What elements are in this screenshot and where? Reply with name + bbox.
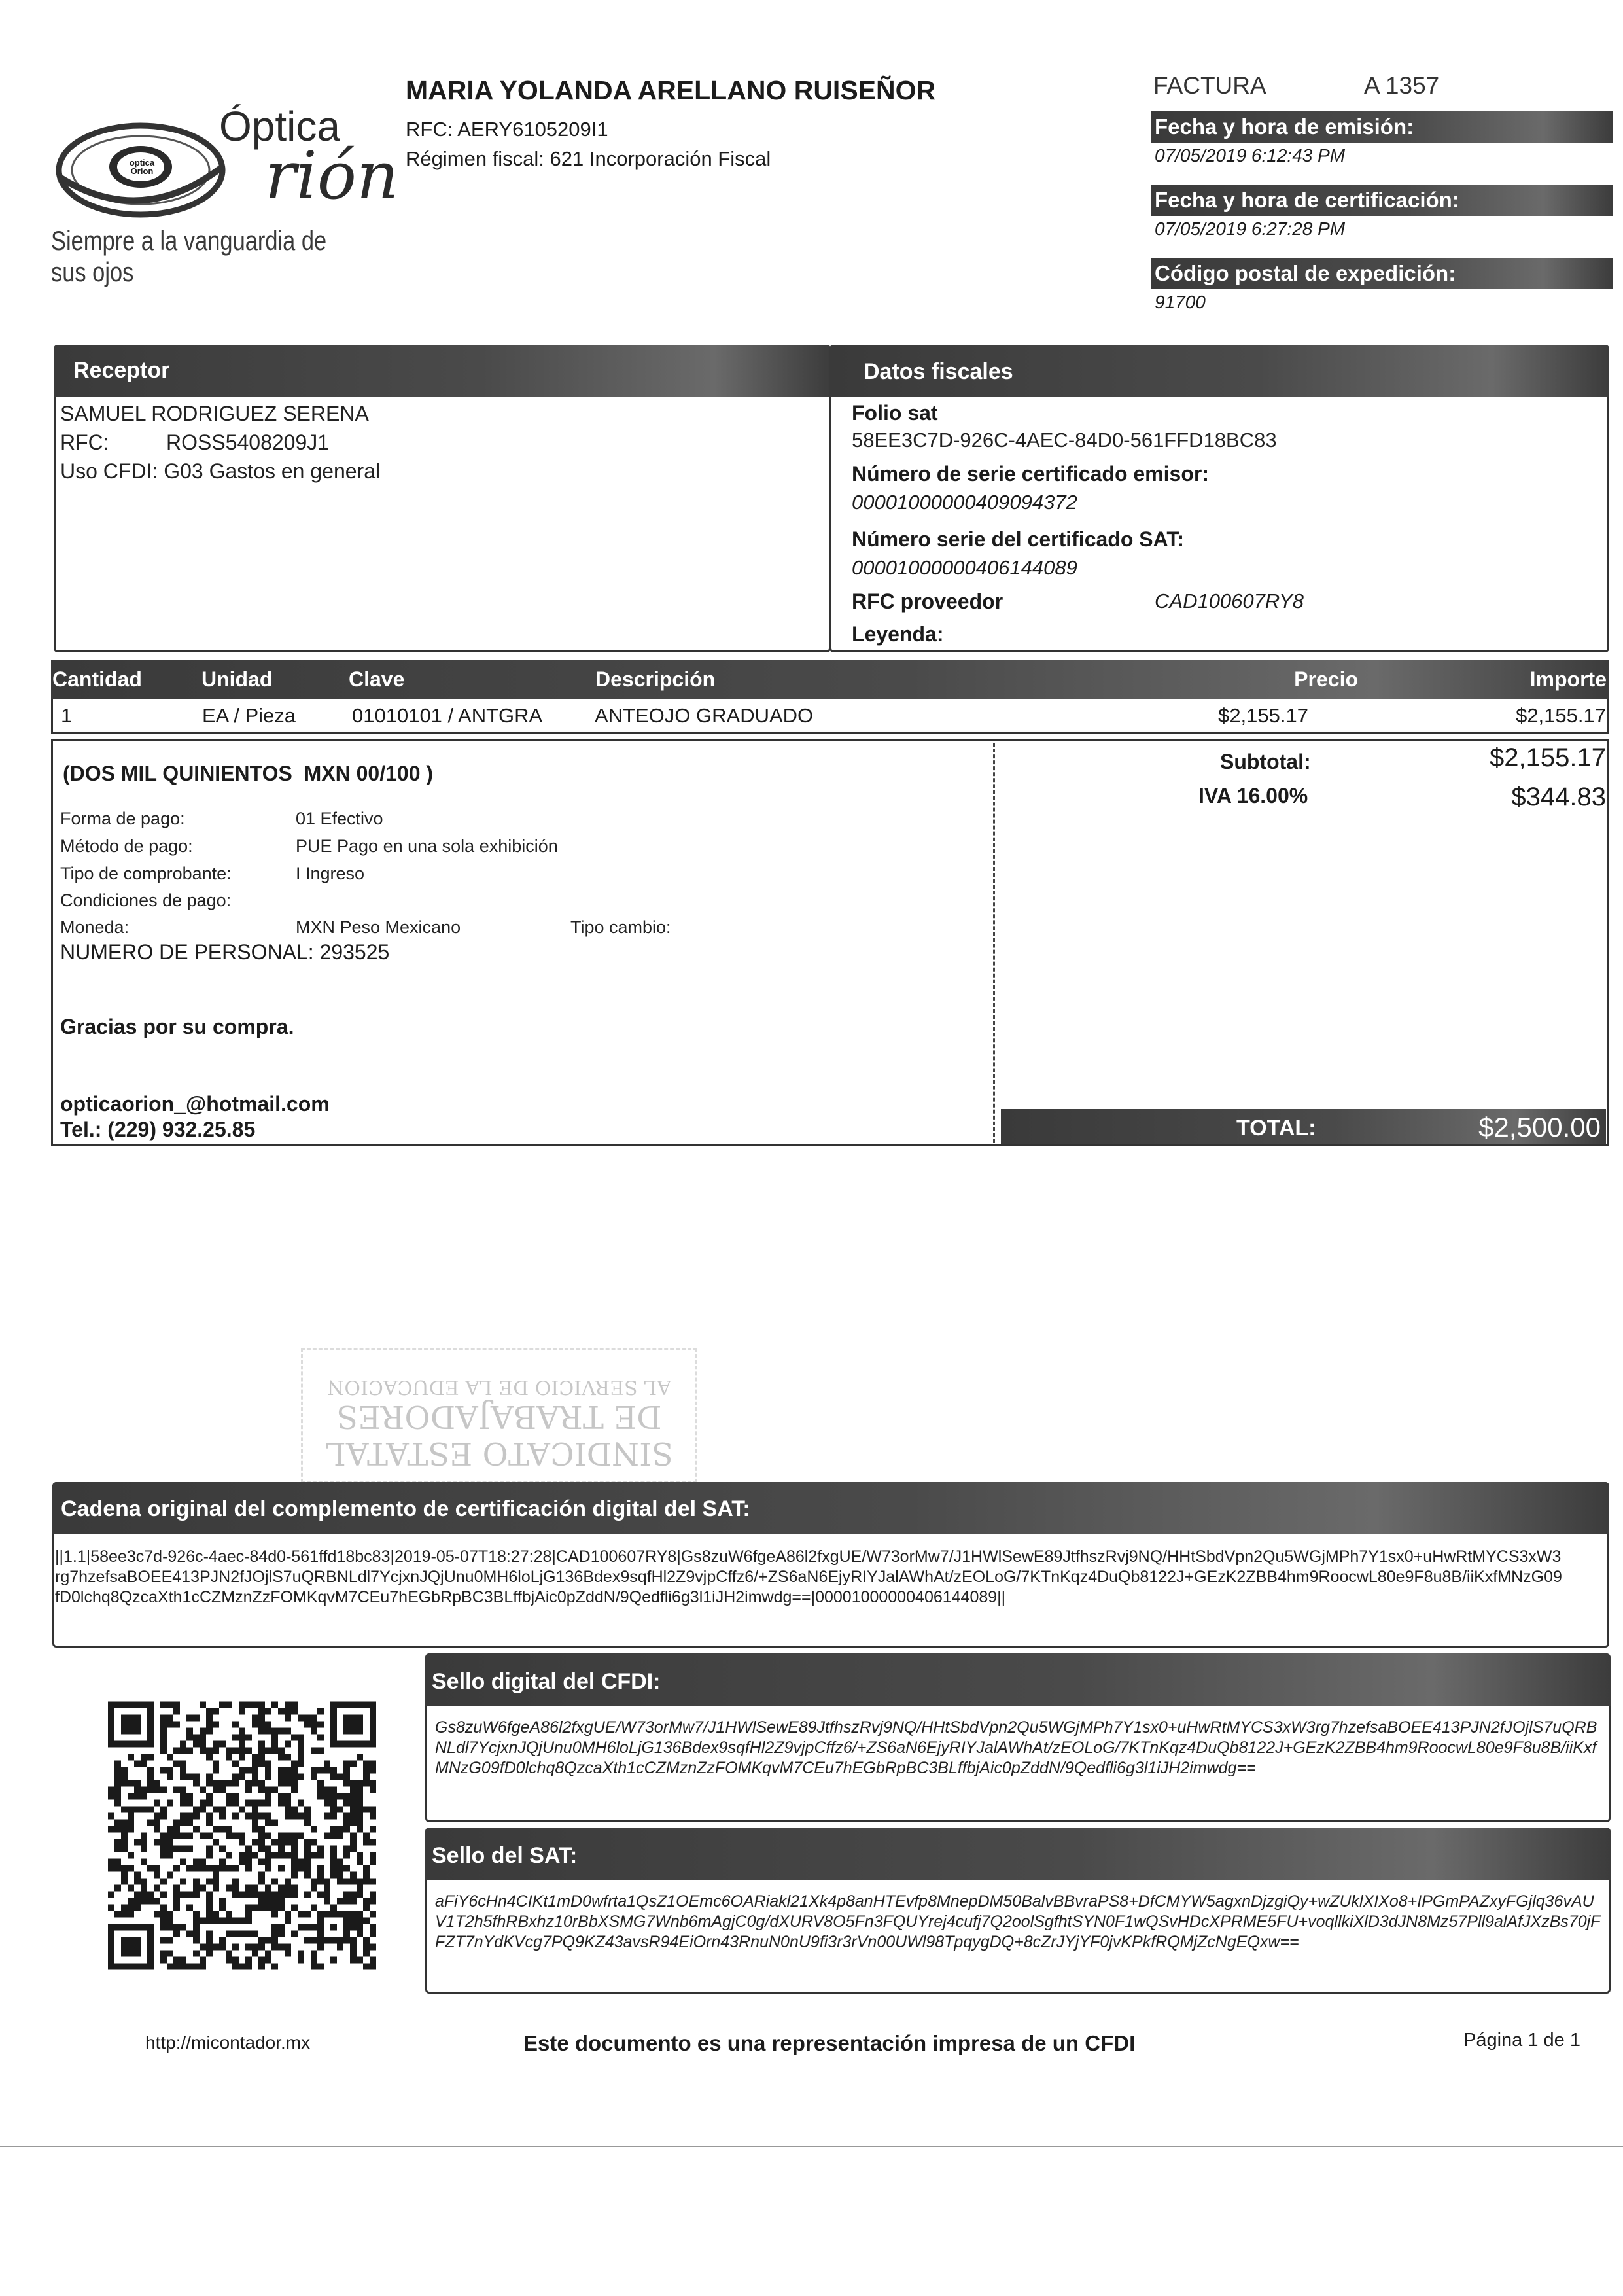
rfc-proveedor-value: CAD100607RY8 xyxy=(1155,590,1304,612)
emision-value: 07/05/2019 6:12:43 PM xyxy=(1155,145,1346,166)
cp-value: 91700 xyxy=(1155,292,1206,312)
row-clave: 01010101 / ANTGRA xyxy=(352,704,543,727)
cp-label: Código postal de expedición: xyxy=(1151,258,1613,289)
metodo-pago-label: Método de pago: xyxy=(60,836,193,856)
stamp-line-1: SINDICATO ESTATAL xyxy=(325,1435,673,1472)
leyenda-label: Leyenda: xyxy=(852,622,944,646)
cadena-header xyxy=(52,1482,1609,1534)
emisor-rfc: RFC: AERY6105209I1 xyxy=(406,118,608,141)
receptor-header-label: Receptor xyxy=(73,358,170,383)
faded-stamp xyxy=(301,1348,697,1483)
folio-label: Folio sat xyxy=(852,401,938,425)
total-value: $2,500.00 xyxy=(1478,1112,1601,1142)
sello-sat-header-label: Sello del SAT: xyxy=(432,1843,578,1868)
datos-fiscales-header-label: Datos fiscales xyxy=(864,359,1013,384)
emisor-name: MARIA YOLANDA ARELLANO RUISEÑOR xyxy=(406,75,936,105)
certificacion-label: Fecha y hora de certificación: xyxy=(1151,185,1613,216)
serie-sat-value: 00001000000406144089 xyxy=(852,556,1077,579)
logo-tagline: Siempre a la vanguardia de sus ojos xyxy=(51,225,327,287)
emisor-regimen: Régimen fiscal: 621 Incorporación Fiscal xyxy=(406,147,771,170)
row-precio: $2,155.17 xyxy=(1218,704,1308,727)
col-unidad: Unidad xyxy=(201,667,273,691)
factura-number: A 1357 xyxy=(1364,72,1440,99)
contact-email: opticaorion_@hotmail.com xyxy=(60,1092,330,1116)
col-precio: Precio xyxy=(1294,667,1358,691)
logo-brand-main: rión xyxy=(265,137,399,214)
stamp-line-3: AL SERVICIO DE LA EDUCACION xyxy=(327,1375,671,1398)
forma-pago-label: Forma de pago: xyxy=(60,809,185,828)
total-label: TOTAL: xyxy=(1236,1116,1316,1140)
folio-value: 58EE3C7D-926C-4AEC-84D0-561FFD18BC83 xyxy=(852,429,1277,451)
forma-pago-value: 01 Efectivo xyxy=(296,809,383,828)
condiciones-pago-label: Condiciones de pago: xyxy=(60,891,232,910)
col-descripcion: Descripción xyxy=(595,667,716,691)
serie-emisor-value: 00001000000409094372 xyxy=(852,491,1077,514)
numero-personal: NUMERO DE PERSONAL: 293525 xyxy=(60,940,390,964)
total-bar xyxy=(1001,1109,1606,1144)
serie-emisor-label: Número de serie certificado emisor: xyxy=(852,462,1209,486)
logo-brand-top: Óptica xyxy=(219,103,340,150)
factura-label: FACTURA xyxy=(1153,72,1266,99)
tipo-cambio-label: Tipo cambio: xyxy=(570,917,671,937)
scan-edge-line xyxy=(0,2146,1623,2147)
rfc-proveedor-label: RFC proveedor xyxy=(852,590,1003,613)
thanks-text: Gracias por su compra. xyxy=(60,1015,294,1038)
col-clave: Clave xyxy=(349,667,405,691)
sello-sat-text: aFiY6cHn4CIKt1mD0wfrta1QsZ1OEmc6OARiakl21Xk4p8anHTEvfp8MnepDM50BalvBBvraPS8+DfCMYW5agxnDjzgiQy+wZUklXIXo8+IPGmPAZxyFGjlq36vAUV1T2h5fhRBxhz10rBbXSMG7Wnb6mAgjC0g/dXURV8O5Fn3FQUYrej4cufj7Q2oolSgfhtSYN0F1wQSvHDcXPRME5FU+voqllkiXlD3dJN8Mz57Pll9alAfJXzBs70jFFZT7nYdKVcg7PQ9KZ43avsR94EiOrn43RnuN0nU9fi3r3rVn00UWl98TpqygDQ+8cZrJYjYF0jvKPkfRQMjZcNgEQxw== xyxy=(435,1892,1601,1951)
sello-cfdi-header-label: Sello digital del CFDI: xyxy=(432,1669,661,1694)
certificacion-value: 07/05/2019 6:27:28 PM xyxy=(1155,219,1346,239)
table-row xyxy=(51,699,1609,734)
cadena-header-label: Cadena original del complemento de certificación digital del SAT: xyxy=(61,1496,750,1521)
logo-badge-text: optica Orion xyxy=(129,158,155,176)
receptor-rfc-value: ROSS5408209J1 xyxy=(166,431,330,454)
moneda-label: Moneda: xyxy=(60,917,130,937)
qr-code xyxy=(108,1700,376,1971)
qr-code-icon xyxy=(108,1700,376,1971)
receptor-name: SAMUEL RODRIGUEZ SERENA xyxy=(60,402,369,425)
contact-phone: Tel.: (229) 932.25.85 xyxy=(60,1118,256,1141)
row-unidad: EA / Pieza xyxy=(202,704,296,727)
receptor-rfc-label: RFC: xyxy=(60,431,109,454)
receptor-header xyxy=(54,345,831,397)
sello-cfdi-header xyxy=(425,1653,1611,1706)
moneda-value: MXN Peso Mexicano xyxy=(296,917,461,937)
metodo-pago-value: PUE Pago en una sola exhibición xyxy=(296,836,558,856)
col-importe: Importe xyxy=(1529,667,1607,691)
iva-value: $344.83 xyxy=(1511,783,1606,811)
datos-fiscales-header xyxy=(829,345,1609,397)
amount-words: (DOS MIL QUINIENTOS MXN 00/100 ) xyxy=(63,762,434,785)
subtotal-value: $2,155.17 xyxy=(1490,743,1606,772)
subtotal-label: Subtotal: xyxy=(1220,750,1311,773)
serie-sat-label: Número serie del certificado SAT: xyxy=(852,527,1184,551)
emision-label: Fecha y hora de emisión: xyxy=(1151,111,1613,143)
col-cantidad: Cantidad xyxy=(52,667,142,691)
sello-sat-header xyxy=(425,1828,1611,1880)
row-descripcion: ANTEOJO GRADUADO xyxy=(595,704,814,727)
tipo-comprobante-label: Tipo de comprobante: xyxy=(60,864,232,883)
footer-url[interactable]: http://micontador.mx xyxy=(145,2032,311,2053)
tipo-comprobante-value: I Ingreso xyxy=(296,864,365,883)
iva-label: IVA 16.00% xyxy=(1198,784,1308,807)
row-cantidad: 1 xyxy=(61,704,73,727)
cadena-text: ||1.1|58ee3c7d-926c-4aec-84d0-561ffd18bc83|2019-05-07T18:27:28|CAD100607RY8|Gs8zuW6fgeA86l2fxgUE/W73orMw7/J1HWlSewE89JtfhszRvj9NQ/HHtSbdVpn2Qu5WGjMPh7Y1sx0+uHwRtMYCS3xW3rg7hzefsaBOEE413PJN2fJOjlS7uQRBNLdl7YcjxnJQjUnu0MH6loLjG136Bdex9sqfHl2Z9vjpCffz6/+ZS6aN6EjyRIYJalAWhAt/zEOLoG/7KTnKqz4DuQb8122J+GEzK2ZBB4hm9RoocwL80e9F8u8B/iiKxfMNzG09fD0lchq8QzcaXth1cCZMznZzFOMKqvM7CEu7hEGbRpBC3BLffbjAic0pZddN/9Qedfli6g3l1iJH2imwdg==|00001000000406144089|| xyxy=(55,1547,1562,1606)
stamp-line-2: DE TRABAJADORES xyxy=(336,1398,662,1435)
footer-page: Página 1 de 1 xyxy=(1463,2030,1580,2051)
receptor-uso-cfdi: Uso CFDI: G03 Gastos en general xyxy=(60,459,381,483)
sello-cfdi-text: Gs8zuW6fgeA86l2fxgUE/W73orMw7/J1HWlSewE89JtfhszRvj9NQ/HHtSbdVpn2Qu5WGjMPh7Y1sx0+uHwRtMYCS3xW3rg7hzefsaBOEE413PJN2fJOjlS7uQRBNLdl7YcjxnJQjUnu0MH6loLjG136Bdex9sqfHl2Z9vjpCffz6/+ZS6aN6EjyRIYJalAWhAt/zEOLoG/7KTnKqz4DuQb8122J+GEzK2ZBB4hm9RoocwL80e9F8u8B/iiKxfMNzG09fD0lchq8QzcaXth1cCZMznZzFOMKqvM7CEu7hEGbRpBC3BLffbjAic0pZddN/9Qedfli6g3l1iJH2imwdg== xyxy=(435,1718,1597,1777)
row-importe: $2,155.17 xyxy=(1516,704,1606,727)
footer-note: Este documento es una representación impresa de un CFDI xyxy=(523,2031,1136,2055)
logo xyxy=(46,103,412,287)
payment-divider xyxy=(993,743,995,1143)
items-table-header xyxy=(51,660,1609,699)
